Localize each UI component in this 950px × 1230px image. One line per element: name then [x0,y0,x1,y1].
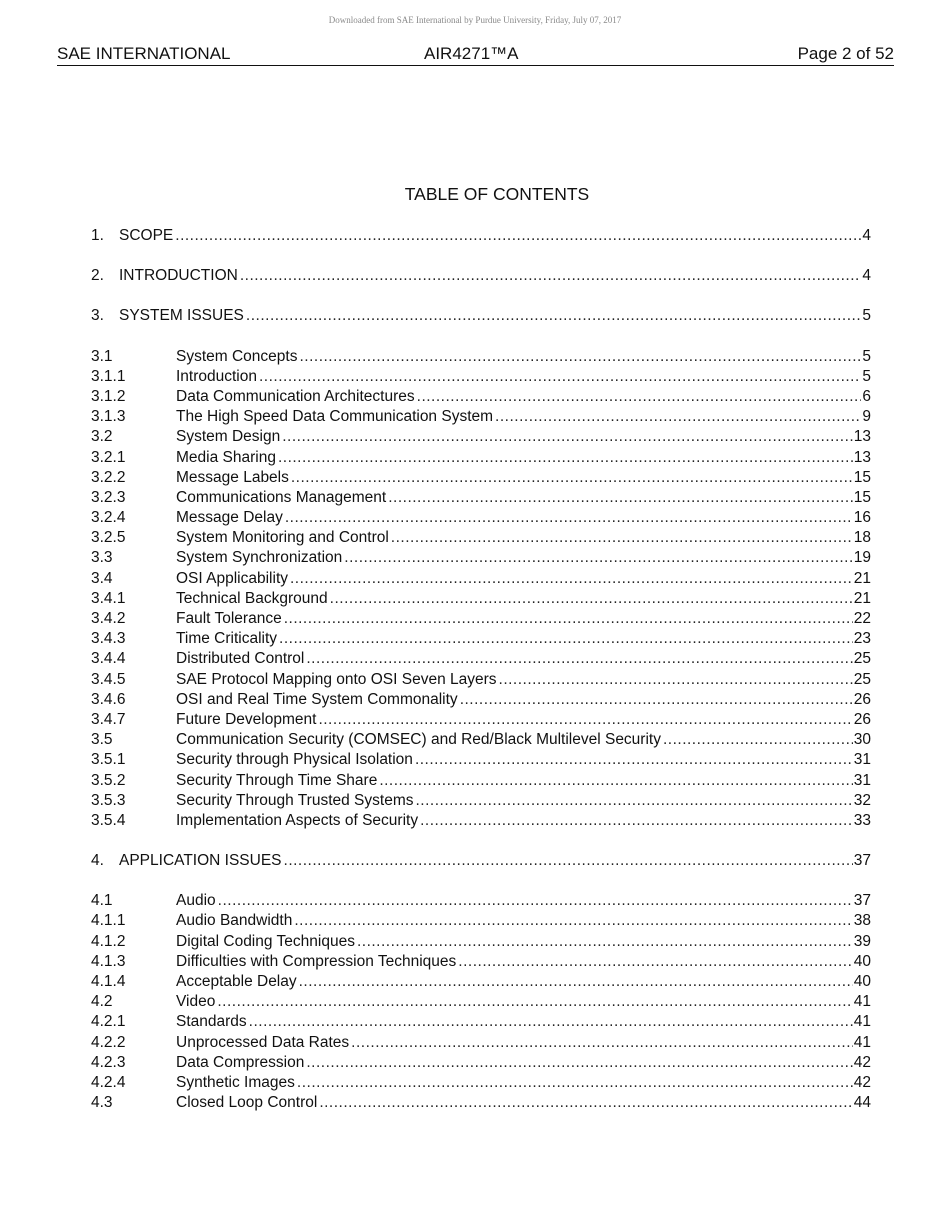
toc-dot-leader [330,589,853,609]
toc-entry-line [176,771,871,791]
toc-entry-number: 4.1.1 [91,912,126,930]
toc-entry-line [176,1073,871,1093]
toc-entry-number: 4.2.1 [91,1013,126,1031]
toc-entry-page: 41 [853,1013,871,1031]
toc-entry [91,589,871,609]
toc-entry [91,1053,871,1073]
toc-dot-leader [415,750,853,770]
toc-entry [91,548,871,568]
toc-entry-line [176,992,871,1012]
toc-entry [91,730,871,750]
toc-entry-page: 25 [853,670,871,688]
table-of-contents [91,226,871,1113]
toc-entry-line [176,750,871,770]
toc-entry-number: 4.2.2 [91,1033,126,1051]
toc-entry-page: 13 [853,448,871,466]
toc-entry-line [119,226,871,246]
toc-entry [91,750,871,770]
toc-entry-title: Security through Physical Isolation [176,751,413,769]
toc-entry-title: Message Labels [176,468,289,486]
toc-entry [91,629,871,649]
toc-entry-line [176,589,871,609]
toc-dot-leader [299,347,861,367]
toc-entry-title: Data Communication Architectures [176,387,415,405]
toc-entry-page: 42 [853,1053,871,1071]
toc-entry-page: 23 [853,630,871,648]
toc-entry-page: 39 [853,932,871,950]
toc-entry-number: 3.5.2 [91,771,126,789]
toc-entry [91,407,871,427]
toc-entry-number: 3.1.3 [91,408,126,426]
toc-entry-title: APPLICATION ISSUES [119,852,282,870]
toc-dot-leader [499,670,853,690]
toc-entry-line [119,851,871,871]
toc-dot-leader [294,911,852,931]
toc-entry-title: Digital Coding Techniques [176,932,355,950]
toc-entry-number: 3.2 [91,428,113,446]
toc-entry-page: 31 [853,771,871,789]
toc-dot-leader [278,448,853,468]
toc-entry-page: 32 [853,791,871,809]
toc-entry-title: Acceptable Delay [176,973,297,990]
toc-dot-leader [246,306,861,326]
toc-entry-number: 3.2.2 [91,468,126,486]
toc-entry-number: 3.2.5 [91,529,126,547]
toc-entry-number: 3.2.3 [91,488,126,506]
toc-entry-title: The High Speed Data Communication System [176,408,494,426]
toc-entry-number: 3.2.4 [91,509,126,527]
toc-entry-page: 15 [853,488,871,506]
toc-entry-page: 5 [862,367,871,385]
toc-entry-line [176,387,871,407]
toc-dot-leader [240,266,862,286]
toc-entry [91,367,871,387]
toc-dot-leader [175,226,861,246]
header-publisher: SAE INTERNATIONAL [57,44,231,63]
toc-entry [91,952,871,972]
toc-entry [91,911,871,931]
page-header [57,44,894,66]
toc-entry-number: 3.1.1 [91,367,126,385]
toc-entry-page: 5 [862,347,871,365]
toc-entry-page: 33 [853,811,871,829]
toc-entry [91,528,871,548]
toc-entry-number: 3.4.1 [91,589,126,607]
toc-entry-page: 25 [853,650,871,668]
toc-dot-leader [417,387,862,407]
toc-entry-number: 4.1.2 [91,932,126,950]
toc-entry [91,1033,871,1053]
toc-entry-number: 3.5.3 [91,791,126,809]
toc-entry-line [176,911,871,931]
toc-entry-title: Unprocessed Data Rates [176,1033,350,1051]
toc-entry [91,972,871,992]
toc-entry-title: Communication Security (COMSEC) and Red/Black Multilevel Security [176,731,661,749]
toc-entry-line [176,730,871,750]
toc-dot-leader [259,367,861,387]
toc-entry-title: Communications Management [176,488,387,506]
toc-entry-number: 4.2.4 [91,1073,126,1091]
toc-entry-page: 26 [853,690,871,708]
toc-entry-title: Fault Tolerance [176,610,282,627]
toc-entry-line [176,811,871,831]
toc-entry-page: 37 [853,892,871,910]
toc-entry-title: Security Through Trusted Systems [176,791,414,809]
toc-entry-page: 40 [853,973,871,990]
toc-entry-title: System Monitoring and Control [176,529,389,547]
toc-entry-number: 4.2 [91,993,113,1011]
toc-entry-page: 26 [853,710,871,728]
toc-entry-number: 3.1.2 [91,387,126,405]
toc-entry-number: 4.3 [91,1094,113,1112]
toc-dot-leader [495,407,861,427]
toc-entry [91,468,871,488]
toc-entry-number: 3.5.4 [91,811,126,829]
toc-entry [91,649,871,669]
toc-entry-page: 22 [853,610,871,627]
toc-entry-number: 1. [91,227,104,244]
toc-entry-page: 16 [853,509,871,527]
toc-dot-leader [351,1033,853,1053]
toc-entry [91,306,871,326]
toc-entry-title: Data Compression [176,1053,305,1071]
toc-entry-line [176,891,871,911]
toc-entry-number: 3.4.4 [91,650,126,668]
toc-entry-title: Implementation Aspects of Security [176,811,419,829]
toc-dot-leader [663,730,853,750]
toc-entry-title: System Design [176,428,281,446]
toc-entry-page: 41 [853,993,871,1011]
toc-entry-number: 4.2.3 [91,1053,126,1071]
toc-entry-line [176,367,871,387]
toc-entry-page: 19 [853,549,871,567]
toc-entry-title: Introduction [176,367,257,385]
toc-entry-line [176,690,871,710]
toc-entry-title: Synthetic Images [176,1073,295,1091]
toc-entry-page: 4 [862,227,871,244]
toc-entry-page: 15 [853,468,871,486]
toc-entry-line [176,791,871,811]
toc-entry [91,266,871,286]
toc-entry-number: 3.2.1 [91,448,126,466]
toc-entry [91,811,871,831]
toc-entry-line [176,609,871,629]
toc-entry-title: INTRODUCTION [119,267,238,285]
toc-dot-leader [415,791,852,811]
toc-entry-page: 44 [853,1094,871,1112]
toc-entry-title: System Concepts [176,347,298,365]
toc-entry-page: 9 [862,408,871,426]
toc-entry-page: 42 [853,1073,871,1091]
toc-dot-leader [282,427,853,447]
header-page-number: Page 2 of 52 [797,44,894,63]
toc-entry-title: SAE Protocol Mapping onto OSI Seven Layers [176,670,497,688]
toc-entry-line [176,347,871,367]
toc-entry-line [176,1033,871,1053]
toc-dot-leader [306,649,852,669]
toc-dot-leader [379,771,852,791]
toc-entry-line [176,972,871,992]
toc-entry-page: 5 [862,307,871,325]
toc-entry-number: 4. [91,852,104,870]
toc-entry [91,851,871,871]
toc-entry-number: 3.3 [91,549,113,567]
toc-entry-line [119,266,871,286]
toc-dot-leader [306,1053,852,1073]
toc-entry-title: SCOPE [119,227,174,244]
toc-entry-page: 6 [862,387,871,405]
toc-entry-line [176,952,871,972]
toc-entry-number: 3.4.7 [91,710,126,728]
toc-entry [91,1093,871,1113]
toc-entry-line [176,427,871,447]
toc-entry [91,690,871,710]
toc-entry [91,710,871,730]
toc-entry-line [176,670,871,690]
toc-entry-title: Video [176,993,216,1011]
toc-dot-leader [388,488,853,508]
toc-entry [91,226,871,246]
toc-entry-number: 3.1 [91,347,113,365]
toc-dot-leader [284,851,853,871]
toc-entry-title: Message Delay [176,509,283,527]
toc-entry-title: OSI Applicability [176,569,288,587]
toc-entry-line [176,548,871,568]
toc-entry-title: System Synchronization [176,549,343,567]
toc-entry [91,448,871,468]
toc-entry-page: 31 [853,751,871,769]
toc-entry [91,932,871,952]
toc-entry [91,569,871,589]
toc-entry-line [176,1053,871,1073]
toc-entry [91,609,871,629]
toc-entry [91,891,871,911]
toc-entry-line [176,629,871,649]
toc-entry-number: 3.4 [91,569,113,587]
toc-dot-leader [458,952,852,972]
toc-entry [91,488,871,508]
toc-entry [91,1012,871,1032]
toc-entry-title: Media Sharing [176,448,276,466]
toc-entry-page: 13 [853,428,871,446]
toc-entry-title: SYSTEM ISSUES [119,307,244,325]
toc-entry-number: 4.1 [91,892,113,910]
toc-dot-leader [299,972,853,992]
toc-entry-page: 21 [853,589,871,607]
toc-entry-line [176,448,871,468]
toc-entry-line [176,1093,871,1113]
toc-entry-line [176,569,871,589]
toc-entry-title: Audio Bandwidth [176,912,293,930]
toc-dot-leader [279,629,853,649]
toc-entry-number: 3.5.1 [91,751,126,769]
toc-dot-leader [318,710,852,730]
toc-entry-page: 40 [853,952,871,970]
toc-entry-title: Security Through Time Share [176,771,378,789]
toc-dot-leader [391,528,853,548]
toc-entry-line [176,710,871,730]
toc-entry-line [176,468,871,488]
toc-entry-page: 21 [853,569,871,587]
toc-dot-leader [297,1073,853,1093]
toc-entry-title: Audio [176,892,216,910]
toc-entry-line [176,407,871,427]
toc-entry [91,427,871,447]
toc-entry-page: 41 [853,1033,871,1051]
toc-dot-leader [420,811,853,831]
toc-entry-line [176,488,871,508]
toc-dot-leader [249,1012,853,1032]
header-document-number: AIR4271™A [424,44,519,63]
toc-entry [91,1073,871,1093]
toc-entry-page: 37 [853,852,871,870]
toc-entry-line [176,508,871,528]
toc-dot-leader [284,609,853,629]
toc-entry-title: Technical Background [176,589,328,607]
toc-entry-line [119,306,871,326]
toc-entry-number: 3.5 [91,731,113,749]
toc-entry-page: 4 [862,267,871,285]
toc-entry-title: Distributed Control [176,650,305,668]
toc-entry [91,771,871,791]
toc-entry-number: 4.1.3 [91,952,126,970]
toc-entry-line [176,528,871,548]
toc-entry-title: Standards [176,1013,247,1031]
toc-entry-number: 4.1.4 [91,973,126,990]
toc-entry-line [176,1012,871,1032]
toc-entry-title: Closed Loop Control [176,1094,318,1112]
toc-dot-leader [218,891,853,911]
toc-dot-leader [319,1093,852,1113]
toc-entry-title: Time Criticality [176,630,278,648]
toc-title: TABLE OF CONTENTS [404,184,590,204]
toc-dot-leader [217,992,852,1012]
toc-dot-leader [344,548,852,568]
toc-entry-title: Difficulties with Compression Techniques [176,952,457,970]
toc-entry-number: 3.4.3 [91,630,126,648]
toc-entry-number: 3.4.5 [91,670,126,688]
toc-dot-leader [357,932,853,952]
toc-entry-title: Future Development [176,710,317,728]
toc-entry-line [176,649,871,669]
toc-dot-leader [460,690,853,710]
toc-entry [91,992,871,1012]
toc-entry-title: OSI and Real Time System Commonality [176,690,458,708]
toc-entry-number: 2. [91,267,104,285]
toc-dot-leader [290,569,853,589]
toc-entry-page: 18 [853,529,871,547]
toc-entry [91,387,871,407]
toc-dot-leader [291,468,853,488]
toc-entry-page: 30 [853,731,871,749]
download-watermark: Downloaded from SAE International by Purdue University, Friday, July 07, 2017 [328,15,622,25]
toc-entry [91,791,871,811]
toc-entry-number: 3. [91,307,104,325]
toc-entry-number: 3.4.2 [91,610,126,627]
toc-entry [91,670,871,690]
toc-entry-number: 3.4.6 [91,690,126,708]
toc-entry-page: 38 [853,912,871,930]
toc-entry [91,508,871,528]
toc-entry [91,347,871,367]
toc-entry-line [176,932,871,952]
toc-dot-leader [285,508,853,528]
